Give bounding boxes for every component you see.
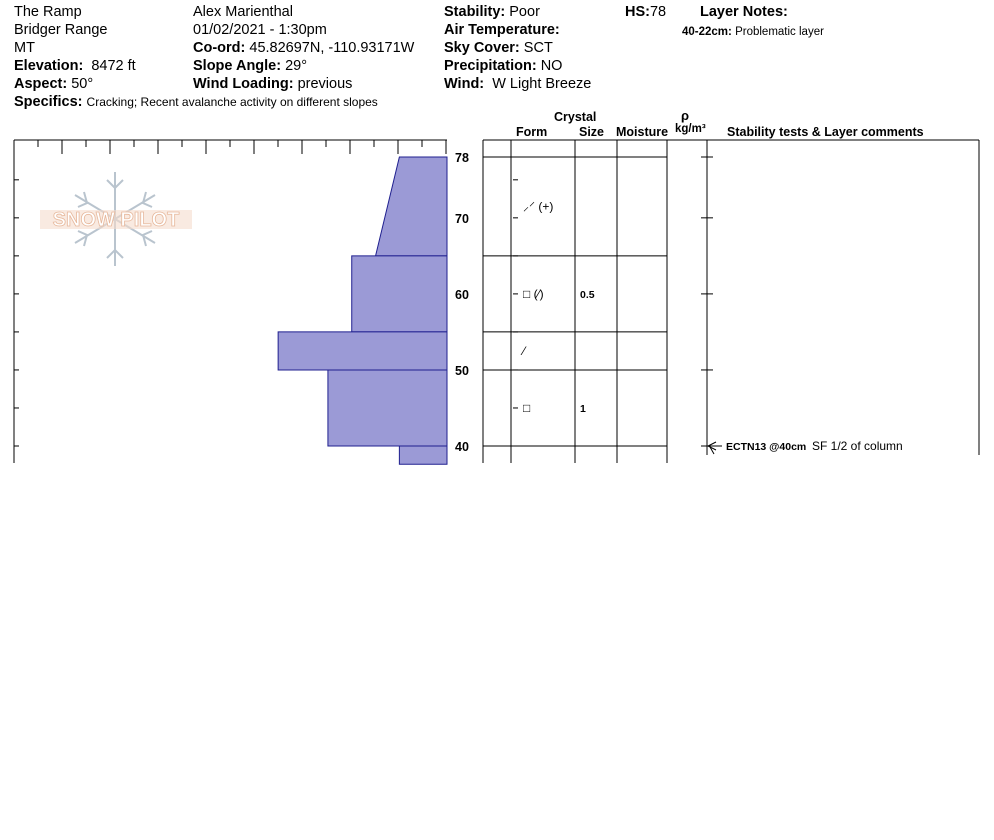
state: MT bbox=[14, 40, 35, 56]
layer-form: □ bbox=[523, 400, 531, 415]
depth-tick-label: 60 bbox=[455, 287, 469, 302]
slope-angle: Slope Angle: 29° bbox=[193, 58, 308, 74]
stability: Stability: Poor bbox=[444, 4, 540, 20]
size-heading: Size bbox=[579, 125, 605, 139]
layer-form: □ (⁄) bbox=[523, 286, 544, 301]
comments-heading: Stability tests & Layer comments bbox=[727, 125, 924, 139]
depth-tick-label: 70 bbox=[455, 211, 469, 226]
aspect: Aspect: 50° bbox=[14, 76, 94, 92]
range: Bridger Range bbox=[14, 22, 108, 38]
stability-tests bbox=[708, 439, 903, 454]
layer-form: ⸝⸍ (+) bbox=[523, 199, 554, 214]
specifics: Specifics: Cracking; Recent avalanche activity on different slopes bbox=[14, 94, 378, 110]
location: The Ramp bbox=[14, 4, 82, 20]
depth-tick-label: 78 bbox=[455, 151, 469, 165]
sky-cover: Sky Cover: SCT bbox=[444, 40, 553, 56]
layer-notes-heading: Layer Notes: bbox=[700, 4, 788, 20]
precipitation: Precipitation: NO bbox=[444, 58, 563, 74]
depth-tick-label: 50 bbox=[455, 363, 469, 378]
layer-size: 1 bbox=[580, 402, 586, 415]
observer: Alex Marienthal bbox=[193, 4, 293, 20]
depth-tick-label: 40 bbox=[455, 440, 469, 454]
wind-loading: Wind Loading: previous bbox=[193, 76, 353, 92]
hardness-bar bbox=[328, 370, 447, 446]
arrow-icon bbox=[708, 442, 722, 454]
hardness-plot bbox=[14, 140, 518, 464]
coordinates: Co-ord: 45.82697N, -110.93171W bbox=[193, 40, 415, 56]
hardness-bar bbox=[399, 446, 447, 464]
layer-form: ⁄ bbox=[523, 343, 526, 358]
density-symbol: ρ bbox=[681, 108, 690, 123]
logo-text: SNOW PILOT bbox=[52, 209, 180, 231]
crystal-heading: Crystal bbox=[554, 110, 597, 124]
layer-size: 0.5 bbox=[580, 288, 595, 301]
layer-note: 40-22cm: Problematic layer bbox=[682, 26, 824, 38]
snowpilot-logo bbox=[40, 172, 192, 266]
hardness-bar bbox=[278, 332, 447, 370]
hardness-bar bbox=[352, 256, 447, 332]
layer-table bbox=[483, 140, 979, 463]
test-label: ECTN13 @40cm bbox=[726, 441, 807, 453]
elevation: Elevation: 8472 ft bbox=[14, 58, 136, 74]
hardness-bar bbox=[376, 157, 447, 256]
form-heading: Form bbox=[516, 125, 548, 139]
datetime: 01/02/2021 - 1:30pm bbox=[193, 22, 327, 38]
hs: HS:78 bbox=[625, 4, 667, 20]
density-unit: kg/m³ bbox=[675, 123, 706, 135]
wind: Wind: W Light Breeze bbox=[444, 76, 592, 92]
test-comment: SF 1/2 of column bbox=[812, 439, 903, 453]
moisture-heading: Moisture bbox=[616, 125, 669, 139]
air-temperature: Air Temperature: bbox=[444, 22, 560, 38]
